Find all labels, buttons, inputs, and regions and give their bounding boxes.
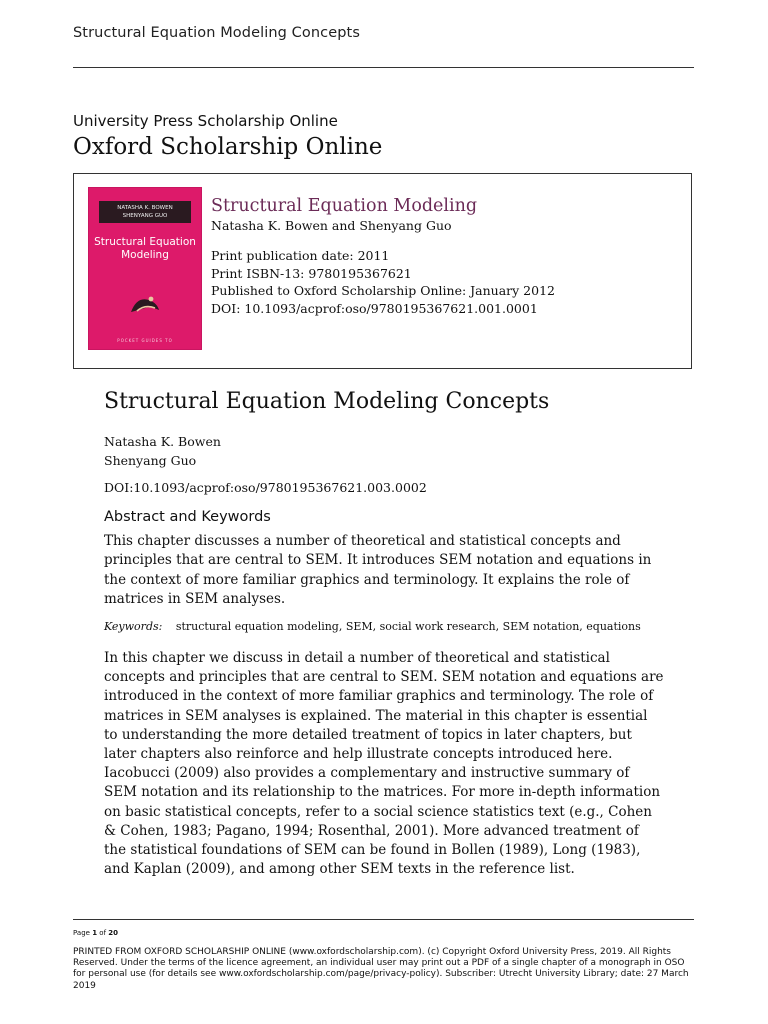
chapter-authors xyxy=(104,432,221,470)
cover-title-line-1: Structural Equation xyxy=(94,236,196,248)
book-doi: DOI: 10.1093/acprof:oso/9780195367621.001.0001 xyxy=(211,300,538,316)
cover-author-1: NATASHA K. BOWEN xyxy=(117,205,173,211)
keywords-line xyxy=(104,620,641,633)
body-paragraph: In this chapter we discuss in detail a number of theoretical and statistical concepts and principles that are central to SEM. SEM notation and equations are introduced in the context of more familiar graphics and terminology. The role of matrices in SEM analyses is explained. The material in this chapter is essential to understanding the more detailed treatment of topics in later chapters, but later chapters also reinforce and help illustrate concepts introduced here. Iacobucci (2009) also provides a complementary and instructive summary of SEM notation and its relationship to the matrices. For more in-depth information on basic statistical concepts, refer to a social science statistics text (e.g., Cohen & Cohen, 1983; Pagano, 1994; Rosenthal, 2001). More advanced treatment of the statistical foundations of SEM can be found in Bollen (1989), Long (1983), and Kaplan (2009), and among other SEM texts in the reference list. xyxy=(104,650,664,878)
keywords-label: Keywords: xyxy=(104,620,163,633)
footer-rule xyxy=(73,919,694,920)
book-title[interactable]: Structural Equation Modeling xyxy=(211,196,478,216)
book-info-box xyxy=(73,173,692,369)
page-current: 1 xyxy=(92,929,98,937)
cover-author-2: SHENYANG GUO xyxy=(122,213,168,219)
running-head: Structural Equation Modeling Concepts xyxy=(73,25,360,41)
page-of: of xyxy=(99,929,107,937)
abstract-heading: Abstract and Keywords xyxy=(104,509,271,525)
published-online-date: Published to Oxford Scholarship Online: January 2012 xyxy=(211,283,555,298)
book-authors: Natasha K. Bowen and Shenyang Guo xyxy=(211,218,452,233)
publisher-subtitle: University Press Scholarship Online xyxy=(73,112,338,130)
chapter-author-1: Natasha K. Bowen xyxy=(104,434,221,449)
footer-legal-text: PRINTED FROM OXFORD SCHOLARSHIP ONLINE (www.oxfordscholarship.com). (c) Copyright Oxford University Press, 2019. All Rights Reserved. Under the terms of the licence agreement, an individual user may print out a PDF of a single chapter of a monograph in OSO for personal use (for details see www.oxfordscholarship.com/page/privacy-policy). Subscriber: Utrecht University Library; date: 27 March 2019 xyxy=(73,947,689,991)
book-cover xyxy=(89,188,201,349)
page-label: Page xyxy=(73,929,90,937)
chapter-title: Structural Equation Modeling Concepts xyxy=(104,389,550,414)
page-number xyxy=(73,929,118,937)
chapter-author-2: Shenyang Guo xyxy=(104,453,197,468)
cover-authors xyxy=(99,201,191,223)
cover-emblem-icon xyxy=(127,292,163,316)
abstract-text: This chapter discusses a number of theoretical and statistical concepts and principles that are central to SEM. It introduces SEM notation and equations in the context of more familiar graphics and terminology. It explains the role of matrices in SEM analyses. xyxy=(104,533,652,607)
book-metadata xyxy=(211,247,555,317)
cover-series: POCKET GUIDES TO xyxy=(117,338,173,343)
chapter-doi: DOI:10.1093/acprof:oso/9780195367621.003.0002 xyxy=(104,480,427,495)
header-rule xyxy=(73,67,694,68)
print-publication-date: Print publication date: 2011 xyxy=(211,248,390,263)
print-isbn: Print ISBN-13: 9780195367621 xyxy=(211,265,412,281)
publisher-title: Oxford Scholarship Online xyxy=(73,134,383,160)
cover-title xyxy=(93,236,197,262)
cover-title-line-2: Modeling xyxy=(121,249,169,261)
keywords-list: structural equation modeling, SEM, social work research, SEM notation, equations xyxy=(175,620,641,633)
page-total: 20 xyxy=(108,929,119,937)
